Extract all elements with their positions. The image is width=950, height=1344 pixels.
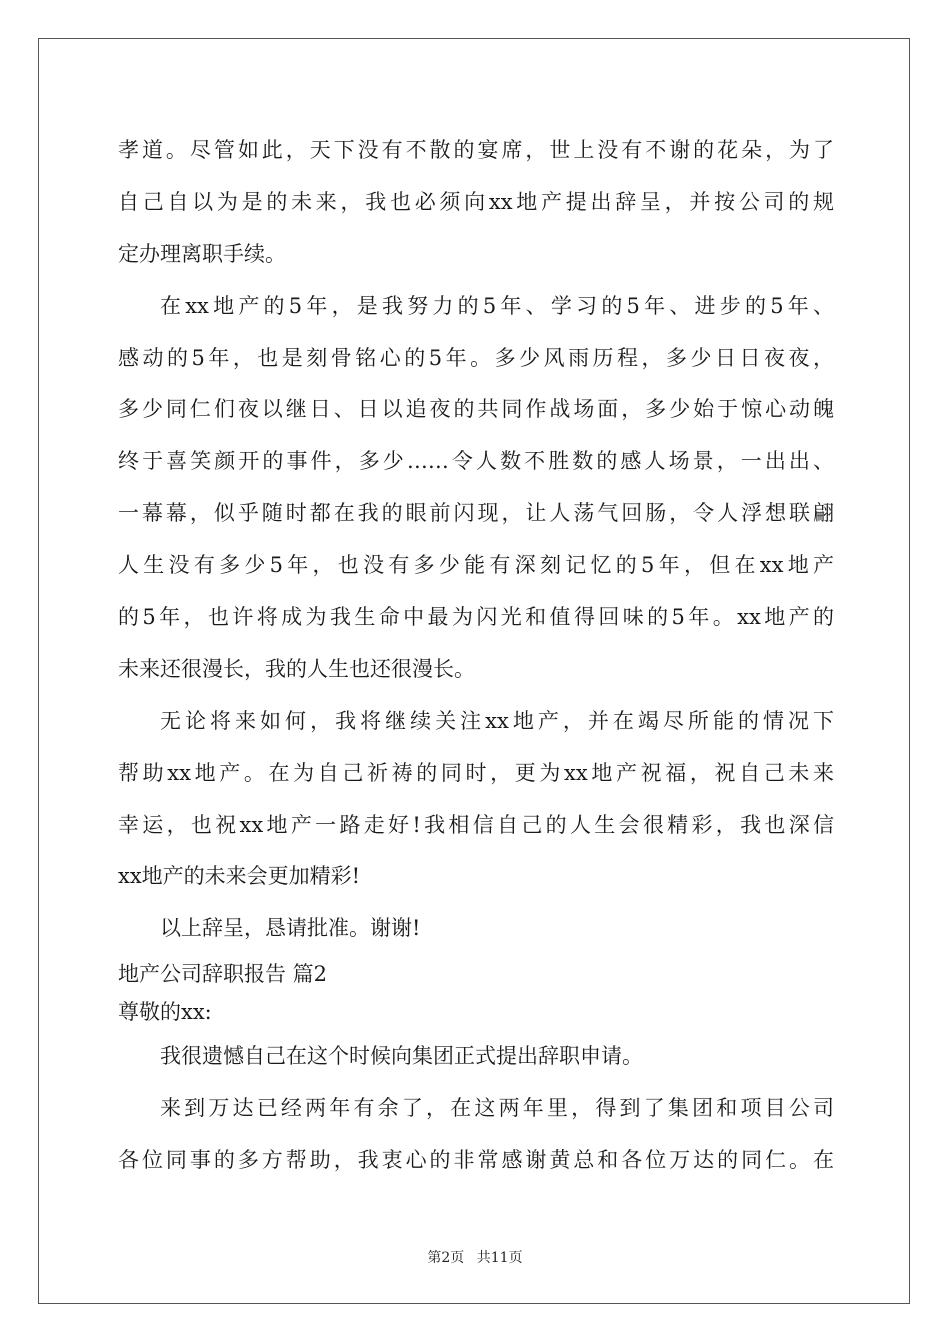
text-line: 孝道。尽管如此，天下没有不散的宴席，世上没有不谢的花朵，为了 <box>118 138 834 162</box>
paragraph-block-2 <box>118 1031 834 1187</box>
text-line: 人生没有多少5年，也没有多少能有深刻记忆的5年，但在xx地产 <box>118 553 834 578</box>
text-line: 来到万达已经两年有余了，在这两年里，得到了集团和项目公司 <box>160 1096 834 1121</box>
text-line: 帮助xx地产。在为自己祈祷的同时，更为xx地产祝福，祝自己未来 <box>118 760 834 785</box>
text-line: 以上辞呈，恳请批准。谢谢! <box>160 916 421 941</box>
document-body <box>118 125 834 1187</box>
text-line: 感动的5年，也是刻骨铭心的5年。多少风雨历程，多少日日夜夜， <box>118 345 834 370</box>
text-line: 一幕幕，似乎随时都在我的眼前闪现，让人荡气回肠，令人浮想联翩 <box>118 501 834 526</box>
text-line: 各位同事的多方帮助，我衷心的非常感谢黄总和各位万达的同仁。在 <box>118 1148 834 1173</box>
page-number: 第2页 <box>427 1250 465 1266</box>
text-line: 在xx地产的5年，是我努力的5年、学习的5年、进步的5年、 <box>160 293 834 318</box>
text-line: 定办理离职手续。 <box>118 241 286 266</box>
text-line: 无论将来如何，我将继续关注xx地产，并在竭尽所能的情况下 <box>160 708 834 733</box>
text-line: 的5年，也许将成为我生命中最为闪光和值得回味的5年。xx地产的 <box>118 605 834 630</box>
page-total: 共11页 <box>476 1250 523 1266</box>
text-line: 自己自以为是的未来，我也必须向xx地产提出辞呈，并按公司的规 <box>118 189 834 214</box>
text-line: 未来还很漫长，我的人生也还很漫长。 <box>118 656 475 681</box>
paragraph-block-1 <box>118 125 834 955</box>
text-line: 多少同仁们夜以继日、日以追夜的共同作战场面，多少始于惊心动魄 <box>118 397 834 422</box>
salutation: 尊敬的xx: <box>118 1000 212 1025</box>
section-title: 地产公司辞职报告 篇2 <box>118 962 328 987</box>
text-line: 我很遗憾自己在这个时候向集团正式提出辞职申请。 <box>160 1044 643 1069</box>
page-footer <box>0 1247 950 1267</box>
text-line: 终于喜笑颜开的事件，多少……令人数不胜数的感人场景，一出出、 <box>118 449 834 474</box>
text-line: xx地产的未来会更加精彩! <box>118 864 361 889</box>
text-line: 幸运，也祝xx地产一路走好!我相信自己的人生会很精彩，我也深信 <box>118 812 834 837</box>
